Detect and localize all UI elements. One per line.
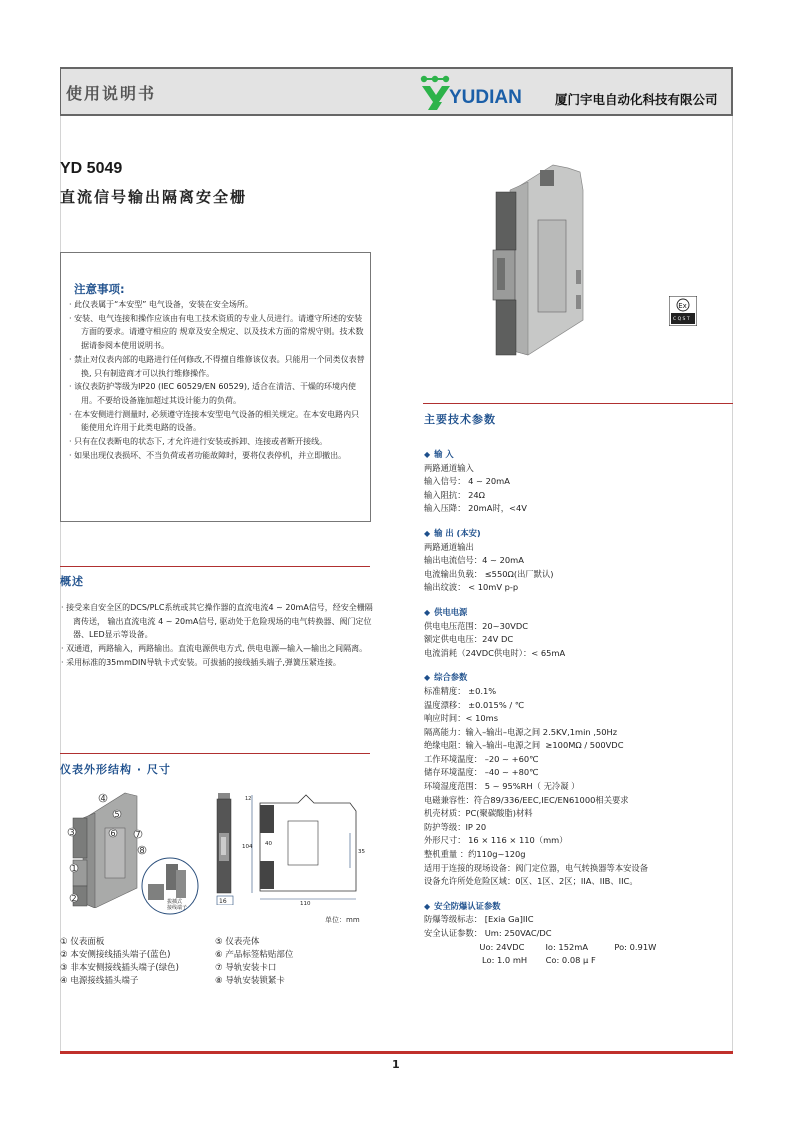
legend-item: ① 仪表面板 bbox=[60, 937, 105, 947]
diamond-bullet-icon: ◆ bbox=[424, 901, 431, 911]
product-photo bbox=[488, 160, 613, 360]
product-name: 直流信号输出隔离安全栅 bbox=[60, 188, 248, 206]
footer-rule bbox=[60, 1051, 733, 1054]
overview-item: · 采用标准的35mmDIN导轨卡式安装。可拔插的接线插头端子,弹簧压紧连接。 bbox=[61, 657, 341, 667]
svg-text:C Q S T: C Q S T bbox=[673, 317, 690, 322]
overview-title: 概述 bbox=[60, 575, 84, 588]
diamond-bullet-icon: ◆ bbox=[424, 450, 431, 459]
legend-item: ④ 电源接线插头端子 bbox=[60, 976, 139, 986]
notice-item: · 该仪表防护等级为IP20 (IEC 60529/EN 60529), 适合在清洁、干燥的环境内使用。不要给设备施加超过其设计能力的负荷。 bbox=[69, 382, 357, 405]
overview-item: · 接受来自安全区的DCS/PLC系统或其它操作器的直流电流4 ~ 20mA信号，经安全栅隔离传送， 输出直流电流 4 ~ 20mA信号, 驱动处于危险现场的电气转换器、阀门定位器、LED显示等设备。 bbox=[61, 603, 373, 640]
yudian-logo bbox=[419, 73, 544, 113]
diamond-bullet-icon: ◆ bbox=[424, 528, 431, 538]
svg-text:8: 8 bbox=[139, 846, 145, 855]
spec-line: 工作环境温度： –20 ~ +60℃ bbox=[424, 753, 539, 764]
spec-line: 输出纹波： < 10mV p-p bbox=[424, 582, 519, 593]
notice-box bbox=[60, 252, 371, 522]
notice-item: · 只有在仪表断电的状态下, 才允许进行安装或拆卸、连接或者断开接线。 bbox=[69, 437, 328, 447]
specs-list bbox=[424, 448, 729, 968]
spec-group-heading: ◆ 输 出 (本安) bbox=[424, 527, 481, 538]
legend-item: ⑦ 导轨安装卡口 bbox=[215, 963, 277, 973]
legend-item: ② 本安侧接线插头端子(蓝色) bbox=[60, 950, 171, 960]
company-name: 厦门宇电自动化科技有限公司 bbox=[555, 92, 718, 107]
notice-item: · 在本安侧进行测量时, 必须遵守连接本安型电气设备的相关规定。在本安电路内只能使用允许用于此类电路的设备。 bbox=[69, 409, 360, 433]
spec-line: 两路通道输出 bbox=[424, 541, 474, 552]
spec-line: 响应时间：< 10ms bbox=[424, 713, 499, 724]
svg-text:35: 35 bbox=[358, 849, 365, 855]
notice-list bbox=[69, 298, 367, 462]
spec-line: 输入阻抗： 24Ω bbox=[424, 489, 486, 500]
spec-line: 供电电压范围：20~30VDC bbox=[424, 620, 529, 631]
svg-text:40: 40 bbox=[265, 841, 272, 847]
spec-line: Uo: 24VDC Io: 152mA Po: 0.91W bbox=[424, 941, 657, 952]
spec-group-heading: ◆ 安全防爆认证参数 bbox=[424, 900, 501, 911]
spec-group-heading: ◆ 输 入 bbox=[424, 449, 454, 459]
spec-line: 两路通道输入 bbox=[424, 462, 474, 473]
spec-line: 整机重量 ：约110g~120g bbox=[424, 849, 526, 860]
notice-item: · 此仪表属于“本安型” 电气设备，安装在安全场所。 bbox=[69, 300, 253, 309]
svg-text:6: 6 bbox=[110, 829, 116, 838]
device-side-drawing bbox=[240, 793, 370, 908]
spec-line: 环境湿度范围： 5 ~ 95%RH（ 无冷凝 ） bbox=[424, 781, 580, 792]
section-divider bbox=[60, 566, 370, 567]
svg-text:3: 3 bbox=[69, 828, 75, 837]
svg-text:1: 1 bbox=[71, 864, 77, 873]
spec-line: 电流消耗（24VDC供电时）：< 65mA bbox=[424, 647, 566, 658]
legend-item: ③ 非本安侧接线插头端子(绿色) bbox=[60, 963, 179, 973]
svg-text:4: 4 bbox=[100, 794, 106, 803]
page-right-border bbox=[732, 116, 733, 1052]
svg-text:16: 16 bbox=[219, 898, 227, 905]
svg-text:12: 12 bbox=[245, 796, 252, 802]
spec-line: 电磁兼容性：符合89/336/EEC,IEC/EN61000相关要求 bbox=[424, 794, 629, 805]
parts-legend bbox=[60, 936, 380, 988]
unit-label: 单位：mm bbox=[325, 916, 360, 924]
notice-title: 注意事项: bbox=[74, 282, 125, 296]
dimensions-title: 仪表外形结构 · 尺寸 bbox=[60, 763, 171, 776]
spec-line: 绝缘电阻：输入–输出–电源之间 ≥100MΩ / 500VDC bbox=[424, 740, 624, 751]
overview-item: · 双通道，两路输入，两路输出。直流电源供电方式, 供电电源—输入—输出之间隔离。 bbox=[61, 644, 368, 654]
spec-line: 防爆等级标志： [Exia Ga]IIC bbox=[424, 914, 534, 925]
product-model: YD 5049 bbox=[60, 160, 123, 177]
spec-line: Lo: 1.0 mH Co: 0.08 μ F bbox=[424, 955, 596, 966]
spec-line: 设备允许所处危险区域：0区、1区、2区；IIA、IIB、IIC。 bbox=[424, 876, 638, 887]
device-front-drawing bbox=[215, 793, 235, 905]
spec-line: 输入信号： 4 ~ 20mA bbox=[424, 476, 510, 487]
device-isometric-drawing bbox=[65, 788, 150, 908]
spec-line: 输入压降： 20mA时，<4V bbox=[424, 503, 527, 514]
doc-type-label: 使用说明书 bbox=[66, 84, 157, 103]
svg-text:2: 2 bbox=[71, 894, 77, 903]
plug-terminal-inset bbox=[140, 856, 200, 916]
spec-line: 防护等级：IP 20 bbox=[424, 821, 487, 832]
spec-line: 适用于连接的现场设备：阀门定位器，电气转换器等本安设备 bbox=[424, 862, 649, 873]
dimension-diagrams bbox=[60, 788, 370, 918]
svg-text:接线端子: 接线端子 bbox=[167, 905, 188, 911]
svg-text:拔插式: 拔插式 bbox=[167, 899, 183, 905]
legend-item: ⑤ 仪表壳体 bbox=[215, 937, 260, 947]
section-divider bbox=[60, 753, 370, 754]
svg-text:Ex: Ex bbox=[678, 302, 687, 310]
document-header bbox=[60, 67, 733, 116]
section-divider bbox=[423, 403, 733, 404]
spec-line: 标准精度： ±0.1% bbox=[424, 685, 497, 696]
notice-item: · 禁止对仪表内部的电路进行任何修改,不得擅自维修该仪表。只能用一个同类仪表替换, 只有制造商才可以执行维修操作。 bbox=[69, 354, 365, 378]
spec-line: 储存环境温度： –40 ~ +80℃ bbox=[424, 767, 539, 778]
svg-text:5: 5 bbox=[114, 810, 120, 819]
ex-certification-icon bbox=[669, 296, 697, 326]
brand-name: YUDIAN bbox=[449, 87, 522, 108]
legend-item: ⑥ 产品标签粘贴部位 bbox=[215, 950, 294, 960]
notice-item: · 如果出现仪表损坏、不当负荷或者功能故障时，要将仪表停机，并立即撤出。 bbox=[69, 450, 347, 460]
diamond-bullet-icon: ◆ bbox=[424, 673, 431, 683]
svg-text:104: 104 bbox=[242, 844, 253, 850]
legend-item: ⑧ 导轨安装锁紧卡 bbox=[215, 976, 285, 986]
overview-list bbox=[61, 601, 373, 670]
svg-text:110: 110 bbox=[300, 901, 311, 907]
spec-line: 外形尺寸： 16 × 116 × 110（mm） bbox=[424, 835, 568, 846]
spec-line: 隔离能力：输入–输出–电源之间 2.5KV,1min ,50Hz bbox=[424, 726, 618, 737]
spec-line: 额定供电电压：24V DC bbox=[424, 634, 514, 645]
page-number: 1 bbox=[392, 1058, 400, 1071]
spec-line: 温度漂移： ±0.015% / ℃ bbox=[424, 699, 525, 710]
specs-title: 主要技术参数 bbox=[424, 413, 496, 426]
spec-line: 机壳材质：PC(聚碳酸脂)材料 bbox=[424, 808, 533, 819]
spec-line: 输出电流信号：4 ~ 20mA bbox=[424, 555, 524, 566]
spec-line: 安全认证参数： Um: 250VAC/DC bbox=[424, 928, 552, 938]
svg-text:7: 7 bbox=[135, 830, 141, 839]
diamond-bullet-icon: ◆ bbox=[424, 607, 431, 617]
notice-item: · 安装、电气连接和操作应该由有电工技术资质的专业人员进行。请遵守所述的安装方面的要求。请遵守相应的 规章及安全规定、以及技术方面的常规守则。技术数据请参阅本使用说明书。 bbox=[69, 313, 364, 351]
spec-line: 电流输出负载： ≤550Ω(出厂默认) bbox=[424, 568, 554, 579]
spec-group-heading: ◆ 综合参数 bbox=[424, 672, 468, 683]
spec-group-heading: ◆ 供电电源 bbox=[424, 606, 468, 617]
